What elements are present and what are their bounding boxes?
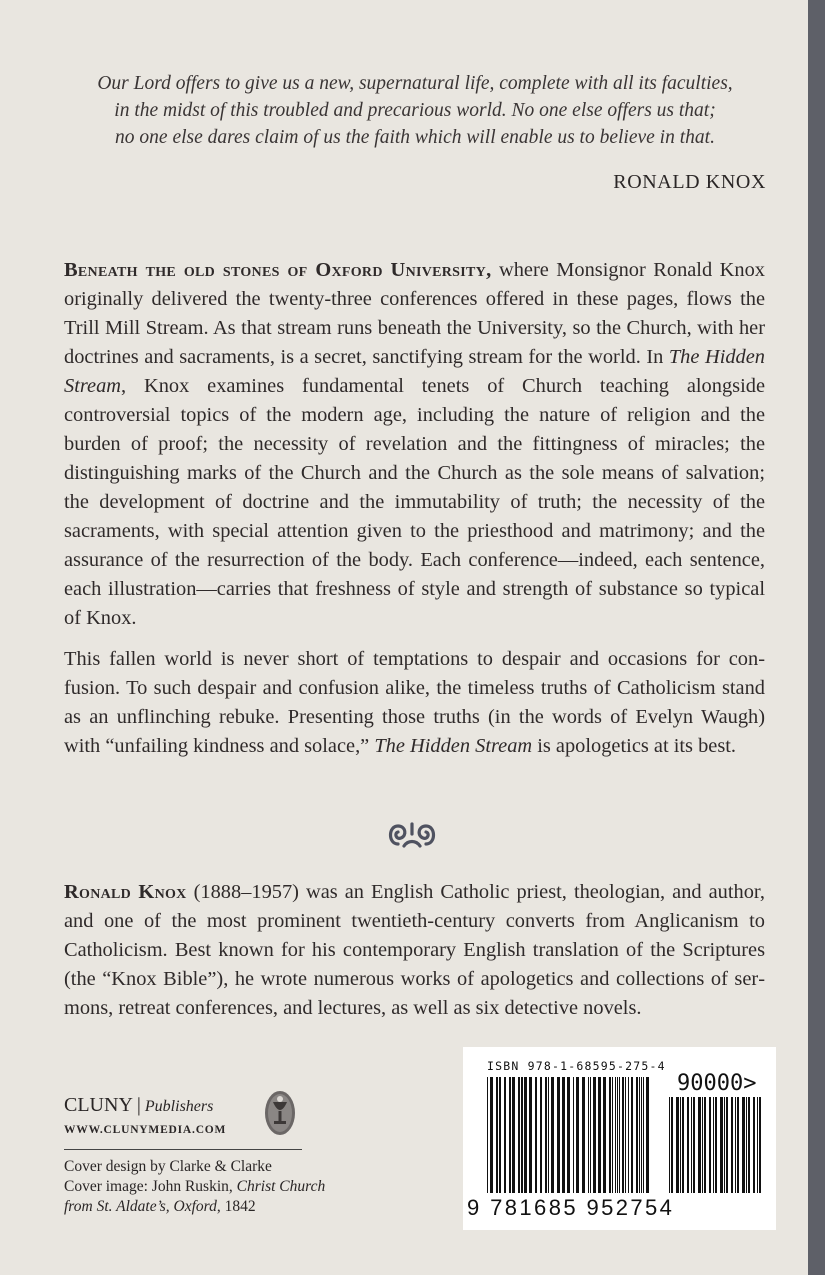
publisher-divider <box>64 1149 302 1150</box>
barcode-bar <box>715 1097 717 1193</box>
barcode-bar <box>562 1077 565 1193</box>
epigraph-line: no one else dares claim of us the faith which will enable us to believe in that. <box>115 127 715 148</box>
barcode-bar <box>557 1077 560 1193</box>
epigraph-author: RONALD KNOX <box>613 171 766 193</box>
barcode-bar <box>540 1077 542 1193</box>
barcode-bar <box>646 1077 649 1193</box>
epigraph-quote <box>60 70 770 151</box>
barcode-bar <box>631 1077 633 1193</box>
publisher-url: WWW.CLUNYMEDIA.COM <box>64 1124 227 1136</box>
barcode-bar <box>622 1077 624 1193</box>
cover-image-credit: Cover image: John Ruskin, Christ Church <box>64 1178 326 1195</box>
barcode-bar <box>669 1097 670 1193</box>
barcode-bar <box>698 1097 701 1193</box>
barcode-bar <box>524 1077 527 1193</box>
barcode-bar <box>628 1077 629 1193</box>
barcode-bar <box>746 1097 747 1193</box>
barcode-bar <box>529 1077 532 1193</box>
barcode-bar <box>742 1097 745 1193</box>
barcode-bar <box>709 1097 711 1193</box>
barcode-bar <box>619 1077 620 1193</box>
barcode-bar <box>726 1097 728 1193</box>
barcode-bar <box>509 1077 511 1193</box>
barcode-bar <box>603 1077 606 1193</box>
barcode-bar <box>609 1077 611 1193</box>
barcode-bar <box>731 1097 733 1193</box>
barcode-bar <box>643 1077 644 1193</box>
barcode-bar <box>704 1097 706 1193</box>
author-bio: Ronald Knox (1888–1957) was an English Catholic priest, theologian, and author, and one of the most prominent twentieth-century converts from Anglicanism to Catholicism. Best known for his contemporary English translation of the Scriptures (the “Knox Bible”), he wrote numerous works of apologetics and collections of sermons, retreat conferences, and lectures, as well as six detective novels. <box>64 881 765 1019</box>
barcode-bar <box>639 1077 640 1193</box>
barcode-bar <box>490 1077 493 1193</box>
barcode-bar <box>487 1077 488 1193</box>
barcode-bar <box>693 1097 695 1193</box>
barcode-bar <box>617 1077 618 1193</box>
barcode-bar <box>598 1077 601 1193</box>
barcode-bar <box>691 1097 692 1193</box>
epigraph-line: in the midst of this troubled and precarious world. No one else offers us that; <box>114 100 716 121</box>
barcode-bar <box>735 1097 736 1193</box>
barcode-bar <box>499 1077 501 1193</box>
barcode-bar <box>682 1097 684 1193</box>
barcode-bar <box>737 1097 739 1193</box>
barcode-bar <box>759 1097 761 1193</box>
cover-image-credit-cont: from St. Aldate’s, Oxford, 1842 <box>64 1198 256 1215</box>
barcode-bar <box>551 1077 554 1193</box>
barcode-bar <box>724 1097 725 1193</box>
barcode-bar <box>671 1097 673 1193</box>
barcode-bar <box>512 1077 515 1193</box>
barcode-bar <box>573 1077 574 1193</box>
description-paragraph-2: This fallen world is never short of temptations to despair and occasions for confusion. To such despair and confusion alike, the timeless truths of Catholicism stand as an unflinching rebuke. Presenting those truths (in the words of Evelyn Waugh) with “unfailing kindness and solace,” The Hidden Stream is apologetics at its best. <box>64 648 765 757</box>
barcode-bar <box>748 1097 750 1193</box>
barcode-bar <box>636 1077 638 1193</box>
isbn-number: ISBN 978-1-68595-275-4 <box>487 1059 666 1073</box>
barcode-bar <box>588 1077 589 1193</box>
cover-credits <box>64 1157 325 1217</box>
barcode-bar <box>702 1097 703 1193</box>
barcode-bar <box>687 1097 689 1193</box>
fleuron-ornament-icon <box>384 818 440 852</box>
barcode-bar <box>757 1097 758 1193</box>
barcode-bar <box>582 1077 585 1193</box>
barcode-digits: 9 781685 952754 <box>467 1195 675 1220</box>
book-title: The Hidden Stream <box>64 346 765 397</box>
price-code: 90000> <box>677 1071 757 1096</box>
barcode-bar <box>713 1097 714 1193</box>
spine-edge-strip <box>808 0 825 1275</box>
barcode-bar <box>567 1077 570 1193</box>
barcode-bar <box>593 1077 596 1193</box>
bio-lead: Ronald Knox <box>64 881 187 903</box>
chalice-seal-icon <box>262 1088 298 1138</box>
barcode-bar <box>504 1077 506 1193</box>
book-title: The Hidden Stream <box>374 735 533 757</box>
barcode-bar <box>625 1077 626 1193</box>
barcode-bar <box>615 1077 616 1193</box>
barcode-bar <box>496 1077 498 1193</box>
epigraph-line: Our Lord offers to give us a new, supernatural life, complete with all its faculties, <box>97 73 733 94</box>
barcode-bar <box>720 1097 723 1193</box>
barcode-bar <box>545 1077 547 1193</box>
isbn-barcode <box>463 1047 776 1230</box>
barcode-bar <box>680 1097 681 1193</box>
description-paragraph-1: Beneath the old stones of Oxford University, where Monsignor Ronald Knox originally delivered the twenty-three conferences offered in these pages, flows the Trill Mill Stream. As that stream runs beneath the University, so the Church, with her doctrines and sacraments, is a secret, sanctifying stream for the world. In The Hidden Stream, Knox examines fundamental tenets of Church teaching alongside controversial topics of the modern age, including the nature of religion and the burden of proof; the necessity of revelation and the fittingness of miracles; the distinguishing marks of the Church and the Church as the sole means of salvation; the development of doctrine and the immutability of truth; the necessity of the sacraments, with special attention given to the priesthood and matrimony; and the assurance of the resurrection of the body. Each conference—indeed, each sentence, each illustration—carries that freshness of style and strength of substance so typical of Knox. <box>64 259 765 629</box>
barcode-bar <box>576 1077 579 1193</box>
barcode-bar <box>676 1097 679 1193</box>
barcode-bar <box>590 1077 591 1193</box>
barcode-bar <box>518 1077 520 1193</box>
description-lead: Beneath the old stones of Oxford University, <box>64 259 492 281</box>
barcode-bar <box>548 1077 549 1193</box>
barcode-bar <box>521 1077 523 1193</box>
barcode-bar <box>535 1077 537 1193</box>
barcode-bar <box>612 1077 613 1193</box>
cover-design-credit: Cover design by Clarke & Clarke <box>64 1158 272 1175</box>
barcode-bar <box>641 1077 642 1193</box>
barcode-bar <box>753 1097 755 1193</box>
publisher-name: CLUNY | Publishers <box>64 1094 214 1116</box>
